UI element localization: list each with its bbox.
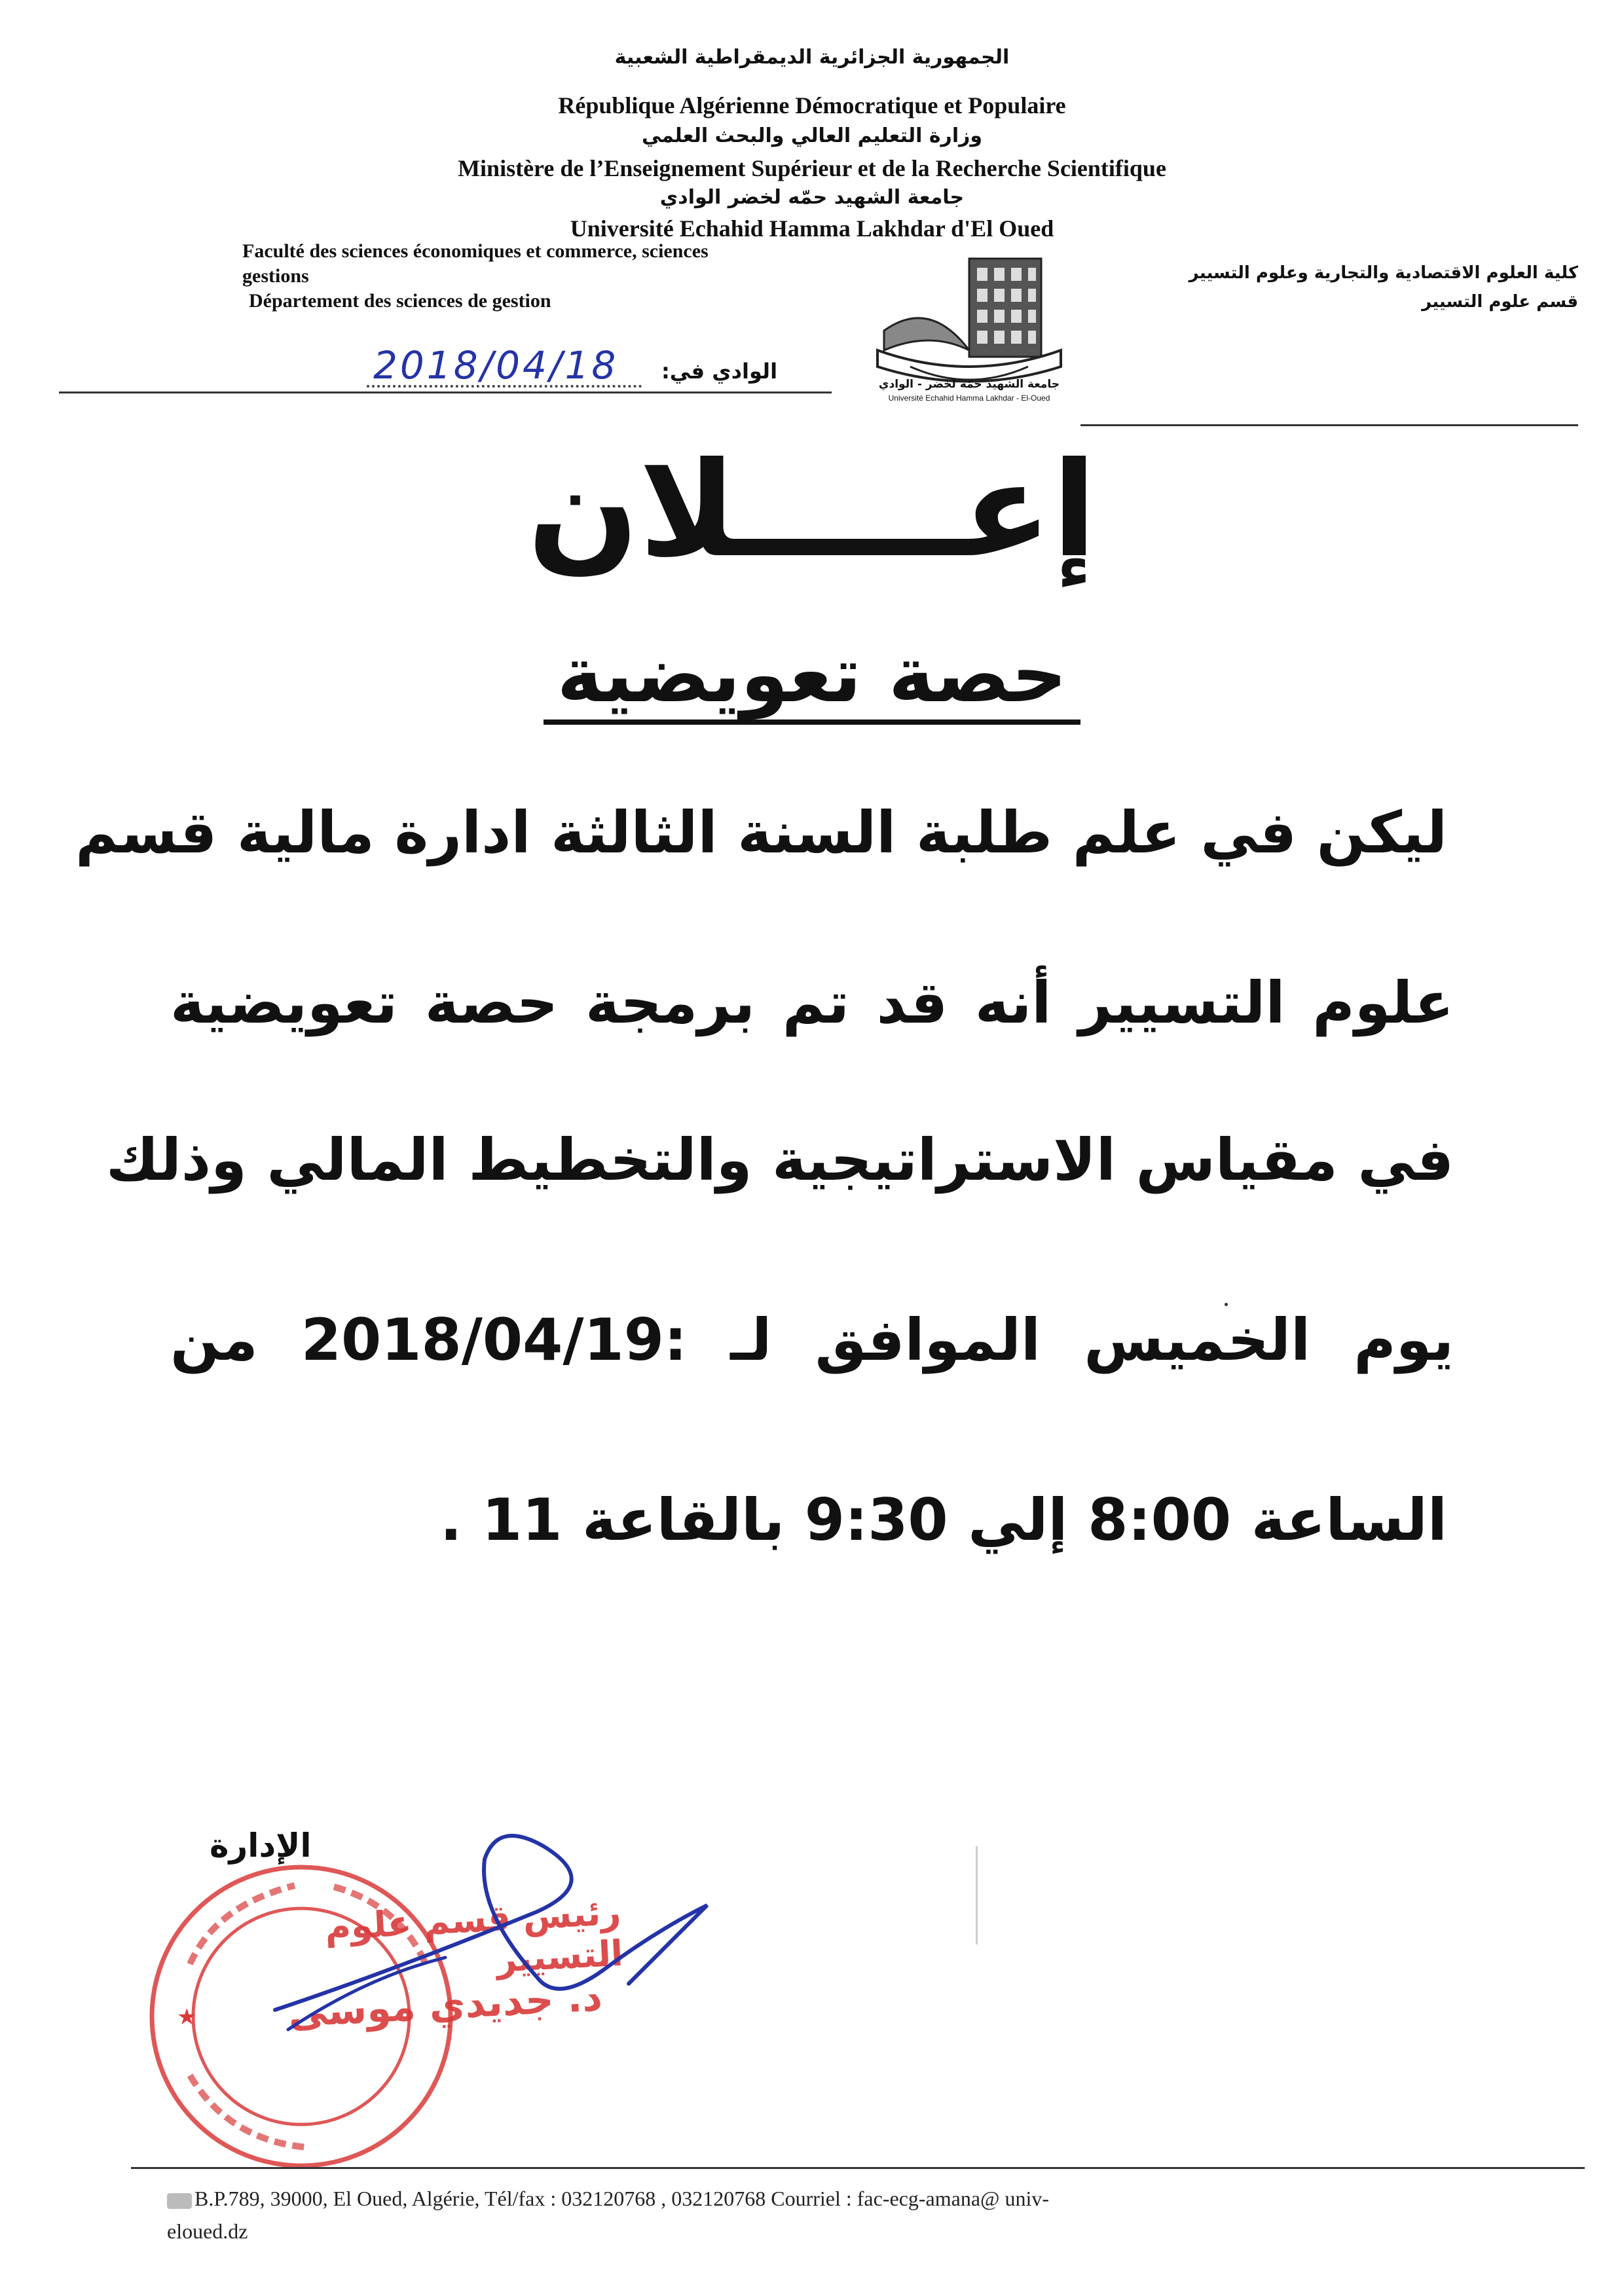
mail-icon: [167, 2193, 192, 2209]
announcement-title: إعـــــلان: [527, 434, 1097, 587]
republic-ar: الجمهورية الجزائرية الديمقراطية الشعبية: [614, 46, 1010, 69]
admin-label: الإدارة: [210, 1827, 312, 1865]
republic-fr: République Algérienne Démocratique et Populaire: [558, 92, 1066, 118]
faculty-ar-block: [989, 259, 1578, 316]
announcement-subtitle: حصة تعويضية: [544, 629, 1080, 725]
place-date-label: الوادي في:: [661, 359, 778, 384]
handwritten-date: 2018/04/18: [373, 343, 619, 388]
stamp-name: د. جديدي موسى: [287, 1974, 604, 2037]
header-rule-left: [59, 392, 832, 393]
svg-text:★: ★: [177, 2004, 197, 2030]
fold-mark: [976, 1846, 978, 1944]
ministry-ar: وزارة التعليم العالي والبحث العلمي: [641, 124, 983, 147]
faculty-fr: [242, 239, 709, 314]
date-dotted-line: [367, 385, 642, 388]
body-line-2: علوم التسيير أنه قد تم برمجة حصة تعويضية: [170, 969, 1454, 1036]
body-line-3: في مقياس الاستراتيجية والتخطيط المالي وذلك: [105, 1126, 1454, 1194]
body-line-1: ليكن في علم طلبة السنة الثالثة ادارة مالية قسم: [75, 799, 1447, 866]
faculty-fr-line2: gestions: [242, 265, 309, 287]
logo-caption-ar: جامعة الشهيد حمّه لخضر - الوادي: [878, 378, 1060, 391]
announcement-subtitle-wrap: [0, 625, 1624, 723]
department-ar: قسم علوم التسيير: [1422, 292, 1578, 312]
footer-address: B.P.789, 39000, El Oued, Algérie, Tél/fax : 032120768 , 032120768 Courriel : fac-ecg-amana@ univ-: [194, 2187, 1050, 2210]
faculty-fr-line1: Faculté des sciences économiques et commerce, sciences: [242, 240, 709, 262]
footer-rule: [131, 2167, 1585, 2169]
logo-caption-fr: Université Echahid Hamma Lakhdar - El-Oued: [888, 393, 1050, 403]
stamp-title: رئيس قسم علوم التسيير: [323, 1891, 624, 1980]
faculty-ar: كلية العلوم الاقتصادية والتجارية وعلوم التسيير: [1189, 263, 1578, 283]
body-line-4: يوم الخميس الموافق لـ :2018/04/19 من: [170, 1306, 1454, 1374]
body-line-5: الساعة 8:00 إلي 9:30 بالقاعة 11 .: [439, 1486, 1447, 1554]
university-fr: Université Echahid Hamma Lakhdar d'El Oued: [570, 215, 1054, 242]
footer-line-2: eloued.dz: [167, 2219, 248, 2243]
footer-line-1: [167, 2187, 1575, 2211]
speck: [1225, 1303, 1228, 1306]
university-ar: جامعة الشهيد حمّه لخضر الوادي: [659, 186, 965, 209]
university-logo: [871, 252, 1067, 409]
department-fr: Département des sciences de gestion: [249, 290, 551, 312]
signature-icon: [262, 1807, 786, 2056]
handwritten-signature: [262, 1807, 786, 2056]
ministry-fr: Ministère de l’Enseignement Supérieur et de la Recherche Scientifique: [458, 155, 1166, 181]
